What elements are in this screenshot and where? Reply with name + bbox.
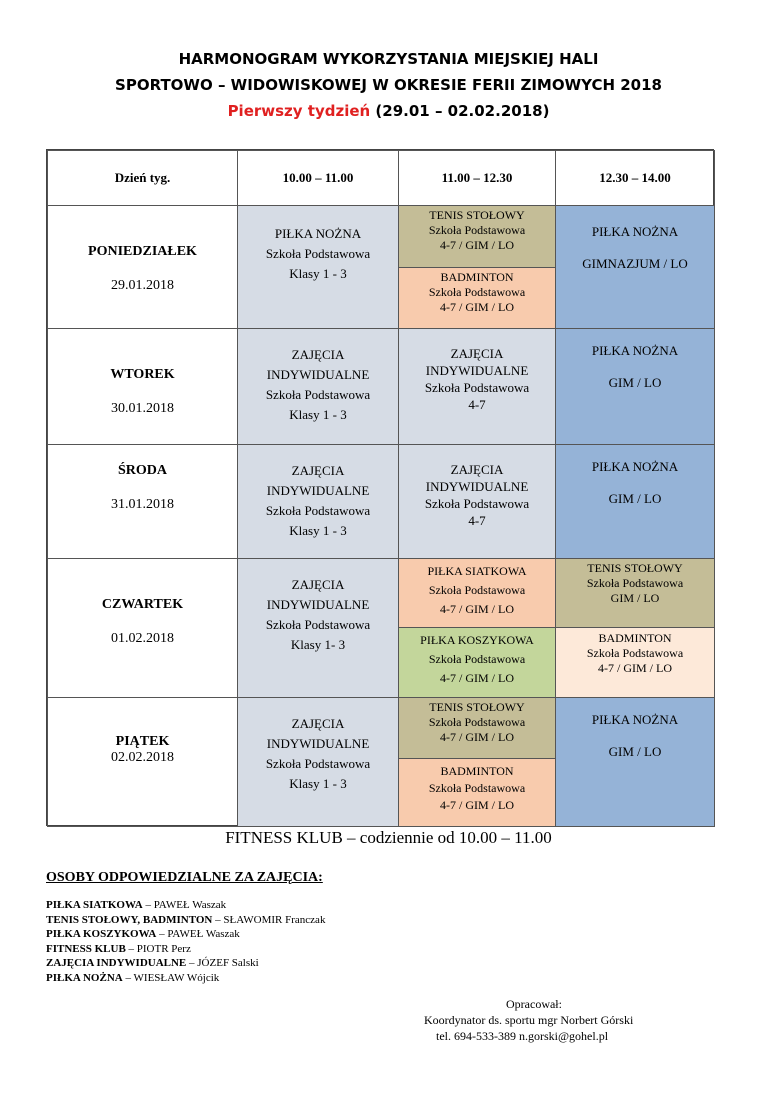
day-name: PONIEDZIAŁEK xyxy=(88,244,197,259)
activity: PIŁKA SIATKOWA xyxy=(427,564,527,578)
activity: INDYWIDUALNE xyxy=(266,367,370,382)
group: Szkoła Podstawowa xyxy=(424,496,530,511)
class: 4-7 / GIM / LO xyxy=(440,602,514,616)
wednesday-slot-1 xyxy=(237,444,399,559)
responsible-title: OSOBY ODPOWIEDZIALNE ZA ZAJĘCIA: xyxy=(46,870,323,885)
activity: INDYWIDUALNE xyxy=(425,479,529,494)
activity: ZAJĘCIA xyxy=(291,463,345,478)
group: Szkoła Podstawowa xyxy=(428,223,526,237)
activity: BADMINTON xyxy=(440,764,514,778)
day-name: ŚRODA xyxy=(117,463,167,478)
week-title xyxy=(0,102,777,120)
day-cell-monday xyxy=(47,205,238,329)
day-name: CZWARTEK xyxy=(101,597,184,612)
week-label: Pierwszy tydzień xyxy=(227,102,371,120)
friday-slot-1 xyxy=(237,697,399,827)
class: 4-7 / GIM / LO xyxy=(440,798,514,812)
group: Szkoła Podstawowa xyxy=(428,781,526,795)
activity: INDYWIDUALNE xyxy=(425,363,529,378)
friday-slot-2a xyxy=(398,697,556,759)
title-line-2: SPORTOWO – WIDOWISKOWEJ W OKRESIE FERII ZIMOWYCH 2018 xyxy=(115,76,662,94)
day-date: 02.02.2018 xyxy=(111,750,174,765)
responsible-list xyxy=(46,898,325,985)
day-date: 01.02.2018 xyxy=(111,631,174,646)
monday-slot-3 xyxy=(555,205,715,329)
friday-slot-3 xyxy=(555,697,715,827)
group: GIMNAZJUM / LO xyxy=(582,256,688,271)
thursday-slot-2b xyxy=(398,627,556,698)
list-item: PIŁKA SIATKOWA – PAWEŁ Waszak xyxy=(46,899,227,911)
friday-slot-2b xyxy=(398,758,556,827)
prepared-name: Koordynator ds. sportu mgr Norbert Górski xyxy=(424,1013,634,1027)
wednesday-slot-2 xyxy=(398,444,556,559)
list-item: TENIS STOŁOWY, BADMINTON – SŁAWOMIR Franczak xyxy=(46,913,326,926)
activity: ZAJĘCIA xyxy=(450,462,504,477)
header-day: Dzień tyg. xyxy=(47,150,238,206)
group: Szkoła Podstawowa xyxy=(424,380,530,395)
group: GIM / LO xyxy=(608,491,662,506)
list-item: FITNESS KLUB – PIOTR Perz xyxy=(46,942,191,955)
activity: INDYWIDUALNE xyxy=(266,597,370,612)
activity: INDYWIDUALNE xyxy=(266,736,370,751)
monday-slot-2a xyxy=(398,205,556,268)
class: 4-7 / GIM / LO xyxy=(440,671,514,685)
header-slot-3: 12.30 – 14.00 xyxy=(555,150,715,206)
class: Klasy 1 - 3 xyxy=(289,407,347,422)
day-cell-wednesday xyxy=(47,444,238,559)
group: Szkoła Podstawowa xyxy=(265,617,371,632)
group: Szkoła Podstawowa xyxy=(265,387,371,402)
activity: ZAJĘCIA xyxy=(450,346,504,361)
activity: TENIS STOŁOWY xyxy=(429,700,525,714)
class: GIM / LO xyxy=(610,591,660,605)
list-item: ZAJĘCIA INDYWIDUALNE – JÓZEF Salski xyxy=(46,957,259,969)
day-name: WTOREK xyxy=(110,367,175,382)
group: GIM / LO xyxy=(608,744,662,759)
tuesday-slot-3 xyxy=(555,328,715,445)
activity: PIŁKA NOŻNA xyxy=(591,343,679,358)
wednesday-slot-3 xyxy=(555,444,715,559)
prepared-label: Opracował: xyxy=(506,997,562,1011)
class: Klasy 1 - 3 xyxy=(289,523,347,538)
list-item: PIŁKA NOŻNA – WIESŁAW Wójcik xyxy=(46,971,220,984)
activity: PIŁKA NOŻNA xyxy=(591,712,679,727)
class: 4-7 / GIM / LO xyxy=(440,238,514,252)
monday-slot-2b xyxy=(398,267,556,329)
group: Szkoła Podstawowa xyxy=(428,285,526,299)
tuesday-slot-1 xyxy=(237,328,399,445)
day-date: 31.01.2018 xyxy=(111,497,174,512)
group: Szkoła Podstawowa xyxy=(428,715,526,729)
day-date: 29.01.2018 xyxy=(111,278,174,293)
group: Szkoła Podstawowa xyxy=(428,583,526,597)
class: 4-7 / GIM / LO xyxy=(440,300,514,314)
activity: PIŁKA NOŻNA xyxy=(274,226,362,241)
class: 4-7 xyxy=(468,397,486,412)
class: Klasy 1 - 3 xyxy=(289,266,347,281)
activity: BADMINTON xyxy=(598,631,672,645)
activity: ZAJĘCIA xyxy=(291,577,345,592)
group: Szkoła Podstawowa xyxy=(586,576,684,590)
week-dates: (29.01 – 02.02.2018) xyxy=(370,102,550,120)
activity: BADMINTON xyxy=(440,270,514,284)
list-item: PIŁKA KOSZYKOWA – PAWEŁ Waszak xyxy=(46,928,240,940)
prepared-contact: tel. 694-533-389 n.gorski@gohel.pl xyxy=(436,1029,609,1043)
thursday-slot-3a xyxy=(555,558,715,628)
activity: PIŁKA KOSZYKOWA xyxy=(420,633,534,647)
group: Szkoła Podstawowa xyxy=(265,246,371,261)
thursday-slot-3b xyxy=(555,627,715,698)
class: Klasy 1 - 3 xyxy=(289,776,347,791)
class: 4-7 / GIM / LO xyxy=(440,730,514,744)
group: Szkoła Podstawowa xyxy=(428,652,526,666)
thursday-slot-2a xyxy=(398,558,556,628)
day-name: PIĄTEK xyxy=(115,734,170,749)
group: GIM / LO xyxy=(608,375,662,390)
monday-slot-1 xyxy=(237,205,399,329)
schedule-table xyxy=(46,149,714,826)
header-slot-2: 11.00 – 12.30 xyxy=(398,150,556,206)
group: Szkoła Podstawowa xyxy=(265,756,371,771)
activity: PIŁKA NOŻNA xyxy=(591,224,679,239)
day-date: 30.01.2018 xyxy=(111,401,174,416)
activity: ZAJĘCIA xyxy=(291,347,345,362)
day-cell-thursday xyxy=(47,558,238,698)
tuesday-slot-2 xyxy=(398,328,556,445)
activity: TENIS STOŁOWY xyxy=(587,561,683,575)
class: 4-7 xyxy=(468,513,486,528)
class: Klasy 1- 3 xyxy=(290,637,346,652)
activity: TENIS STOŁOWY xyxy=(429,208,525,222)
activity: ZAJĘCIA xyxy=(291,716,345,731)
title-line-1: HARMONOGRAM WYKORZYSTANIA MIEJSKIEJ HALI xyxy=(178,50,599,68)
header-slot-1: 10.00 – 11.00 xyxy=(237,150,399,206)
day-cell-friday xyxy=(47,697,238,827)
fitness-note: FITNESS KLUB – codziennie od 10.00 – 11.00 xyxy=(225,828,552,847)
activity: PIŁKA NOŻNA xyxy=(591,459,679,474)
activity: INDYWIDUALNE xyxy=(266,483,370,498)
day-cell-tuesday xyxy=(47,328,238,445)
class: 4-7 / GIM / LO xyxy=(598,661,672,675)
group: Szkoła Podstawowa xyxy=(586,646,684,660)
thursday-slot-1 xyxy=(237,558,399,698)
group: Szkoła Podstawowa xyxy=(265,503,371,518)
